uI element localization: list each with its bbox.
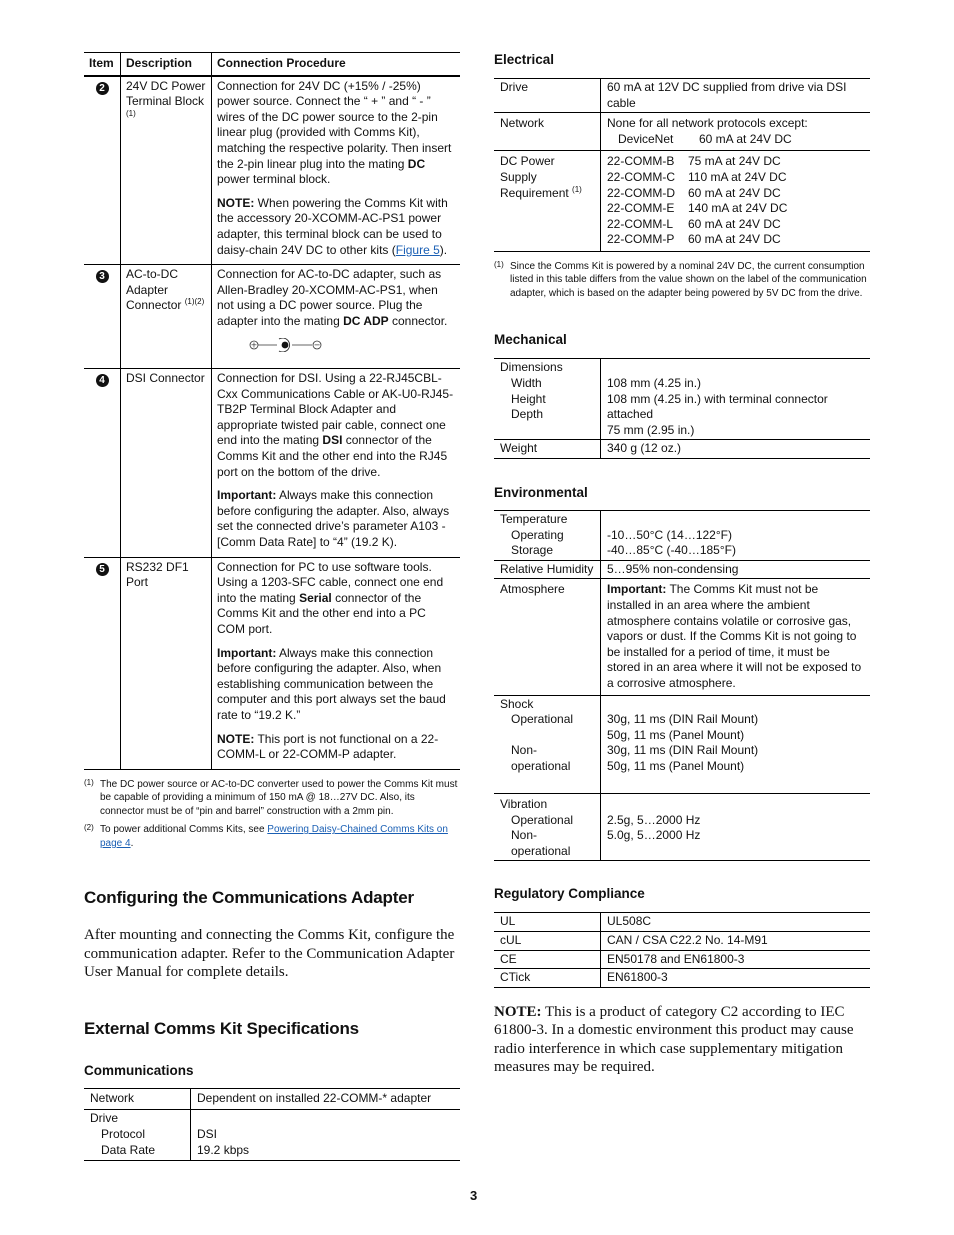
- footnote-2: (2) To power additional Comms Kits, see Powering Daisy-Chained Comms Kits on page 4.: [84, 823, 448, 849]
- table-row: Drive 60 mA at 12V DC supplied from drive via DSI cable: [494, 79, 870, 113]
- item-number-badge: 4: [96, 374, 109, 387]
- table-row: Temperature Operating Storage -10…50°C (14…122°F) -40…85°C (-40…185°F): [494, 511, 870, 561]
- header-description: Description: [121, 53, 212, 76]
- table-row: [84, 76, 460, 265]
- svg-text:−: −: [313, 339, 321, 349]
- right-column: [494, 52, 870, 1077]
- svg-text:+: +: [250, 340, 258, 350]
- configuring-body: After mounting and connecting the Comms Kit, configure the communication adapter. Refer to the Communication Adapter User Manual for complete details.: [84, 927, 455, 981]
- row-procedure: Connection for PC to use software tools. Using a 1203-SFC cable, connect one end into the mating Serial connector of the Comms Kit and the other end into a PC COM port. Important: Always make this connection before configuring the adapter. Also, when establishing communication between the computer and this port always set the baud rate to “19.2 K.” NOTE: This port is not functional on a 22-COMM-L or 22-COMM-P adapter.: [212, 557, 461, 769]
- item-number-badge: 3: [96, 270, 109, 283]
- header-item: Item: [84, 53, 121, 76]
- dc-polarity-icon: [249, 338, 455, 357]
- table-row: UL UL508C: [494, 913, 870, 932]
- note: NOTE: When powering the Comms Kit with the accessory 20-XCOMM-AC-PS1 power adapter, this terminal block can be used to daisy-chain 24V DC to other kits (Figure 5).: [217, 195, 448, 257]
- item-number-badge: 5: [96, 563, 109, 576]
- table-row: Network None for all network protocols except: DeviceNet 60 mA at 24V DC: [494, 113, 870, 151]
- configuring-heading: Configuring the Communications Adapter: [84, 888, 414, 908]
- important-note: Important: Always make this connection before configuring the adapter. Also, always set the connected drive’s parameter A103 - [Comm Data Rate] to “4” (19.2 K).: [217, 488, 450, 550]
- table-row: cUL CAN / CSA C22.2 No. 14-M91: [494, 932, 870, 951]
- daisy-chain-link[interactable]: Powering Daisy-Chained Comms Kits on page 4: [100, 824, 448, 849]
- electrical-footnote: (1) Since the Comms Kit is powered by a nominal 24V DC, the current consumption listed in this table differs from the value shown on the label of the communication adapter, which is based on the adapter being powered by 5V DC from the drive.: [494, 259, 867, 299]
- mechanical-title: Mechanical: [494, 332, 567, 348]
- table-row: CE EN50178 and EN61800-3: [494, 950, 870, 969]
- table-row: Weight 340 g (12 oz.): [494, 440, 870, 459]
- electrical-title: Electrical: [494, 52, 555, 67]
- table-row: DC Power Supply Requirement $^{(1)}$ 22-COMM-B 75 mA at 24V DC 22-COMM-C 110 mA at 24V DC 22-COMM-D 60 mA at 24V DC 22-COMM-E 140 mA at 24V DC 22-COMM-L 60 mA at 24V DC 22-COMM-P 60 mA at 24V DC: [494, 151, 870, 252]
- regulatory-table: [494, 912, 870, 987]
- row-description: DSI Connector: [121, 369, 212, 558]
- connection-table-header: [84, 53, 460, 76]
- table-row: Vibration Operational Non-operational 2.5g, 5…2000 Hz 5.0g, 5…2000 Hz: [494, 794, 870, 861]
- figure-5-link[interactable]: Figure 5: [395, 242, 440, 257]
- important-note: Important: Always make this connection before configuring the adapter. Also, when establishing communication between the computer and this port always set the baud rate to “19.2 K.”: [217, 645, 446, 722]
- table-row: Atmosphere Important: The Comms Kit must not be installed in an area where the ambient atmosphere contains volatile or corrosive gas, vapors or dust. If the Comms Kit is not going to be installed for a period of time, it must be stored in an area where it will not be exposed to a corrosive atmosphere.: [494, 579, 870, 695]
- left-column: [84, 52, 460, 1161]
- table-footnotes: [84, 778, 460, 851]
- row-procedure: Connection for AC-to-DC adapter, such as Allen-Bradley 20-XCOMM-AC-PS1, when not using a DC power source. Plug the adapter into the mating DC ADP connector. + −: [212, 265, 461, 369]
- table-row: Network Dependent on installed 22-COMM-* adapter: [84, 1088, 460, 1110]
- environmental-table: [494, 510, 870, 861]
- row-procedure: Connection for DSI. Using a 22-RJ45CBL-Cxx Communications Cable or AK-U0-RJ45-TB2P Terminal Block Adapter and appropriate twisted pair cable, connect one end into the mating DSI connector of the Comms Kit and the other end into the RJ45 port on the bottom of the drive. Important: Always make this connection before configuring the adapter. Also, always set the connected drive’s parameter A103 - [Comm Data Rate] to “4” (19.2 K).: [212, 369, 461, 558]
- mechanical-table: [494, 358, 870, 459]
- table-row: Dimensions Width Height Depth 108 mm (4.25 in.) 108 mm (4.25 in.) with terminal connector attached 75 mm (2.95 in.): [494, 359, 870, 440]
- communications-title: Communications: [84, 1062, 194, 1078]
- table-row: Drive Protocol Data Rate DSI 19.2 kbps: [84, 1110, 460, 1161]
- page-number: 3: [470, 1188, 478, 1203]
- connection-table: [84, 52, 460, 770]
- table-row: Shock Operational Non-operational 30g, 11 ms (DIN Rail Mount) 50g, 11 ms (Panel Mount) 30g, 11 ms (DIN Rail Mount) 50g, 11 ms (Panel Mount): [494, 695, 870, 794]
- row-description: RS232 DF1 Port: [121, 557, 212, 769]
- row-description: AC-to-DC Adapter Connector $^{(1)(2)}$: [121, 265, 212, 369]
- table-row: [84, 557, 460, 769]
- table-row: [84, 369, 460, 558]
- table-row: Relative Humidity 5…95% non-condensing: [494, 560, 870, 579]
- row-procedure: Connection for 24V DC (+15% / -25%) power source. Connect the “ + ” and “ - ” wires of the DC power source to the 2-pin linear plug (provided with Comms Kit), matching the respective polarity. Then insert the 2-pin linear plug into the mating DC power terminal block. NOTE: When powering the Comms Kit with the accessory 20-XCOMM-AC-PS1 power adapter, this terminal block can be used to daisy-chain 24V DC to other kits (Figure 5).: [212, 76, 461, 265]
- note: NOTE: This port is not functional on a 22-COMM-L or 22-COMM-P adapter.: [217, 731, 439, 762]
- communications-table: [84, 1088, 460, 1161]
- external-specs-heading: External Comms Kit Specifications: [84, 1018, 359, 1038]
- electrical-table: [494, 78, 870, 252]
- footnote-1: (1) The DC power source or AC-to-DC converter used to power the Comms Kit must be capable of providing a minimum of 150 mA @ 18…27V DC. Also, its connector must be of “pin and barrel” construction with a 2mm pin.: [84, 777, 458, 817]
- header-procedure: Connection Procedure: [212, 53, 461, 76]
- environmental-title: Environmental: [494, 485, 588, 500]
- table-row: CTick EN61800-3: [494, 969, 870, 988]
- item-number-badge: 2: [96, 82, 109, 95]
- row-description: 24V DC Power Terminal Block $^{(1)}$: [121, 76, 212, 265]
- regulatory-title: Regulatory Compliance: [494, 886, 645, 902]
- regulatory-note: NOTE: This is a product of category C2 according to IEC 61800-3. In a domestic environment this product may cause radio interference in which case supplementary mitigation measures may be required.: [494, 1003, 854, 1076]
- table-row: [84, 265, 460, 369]
